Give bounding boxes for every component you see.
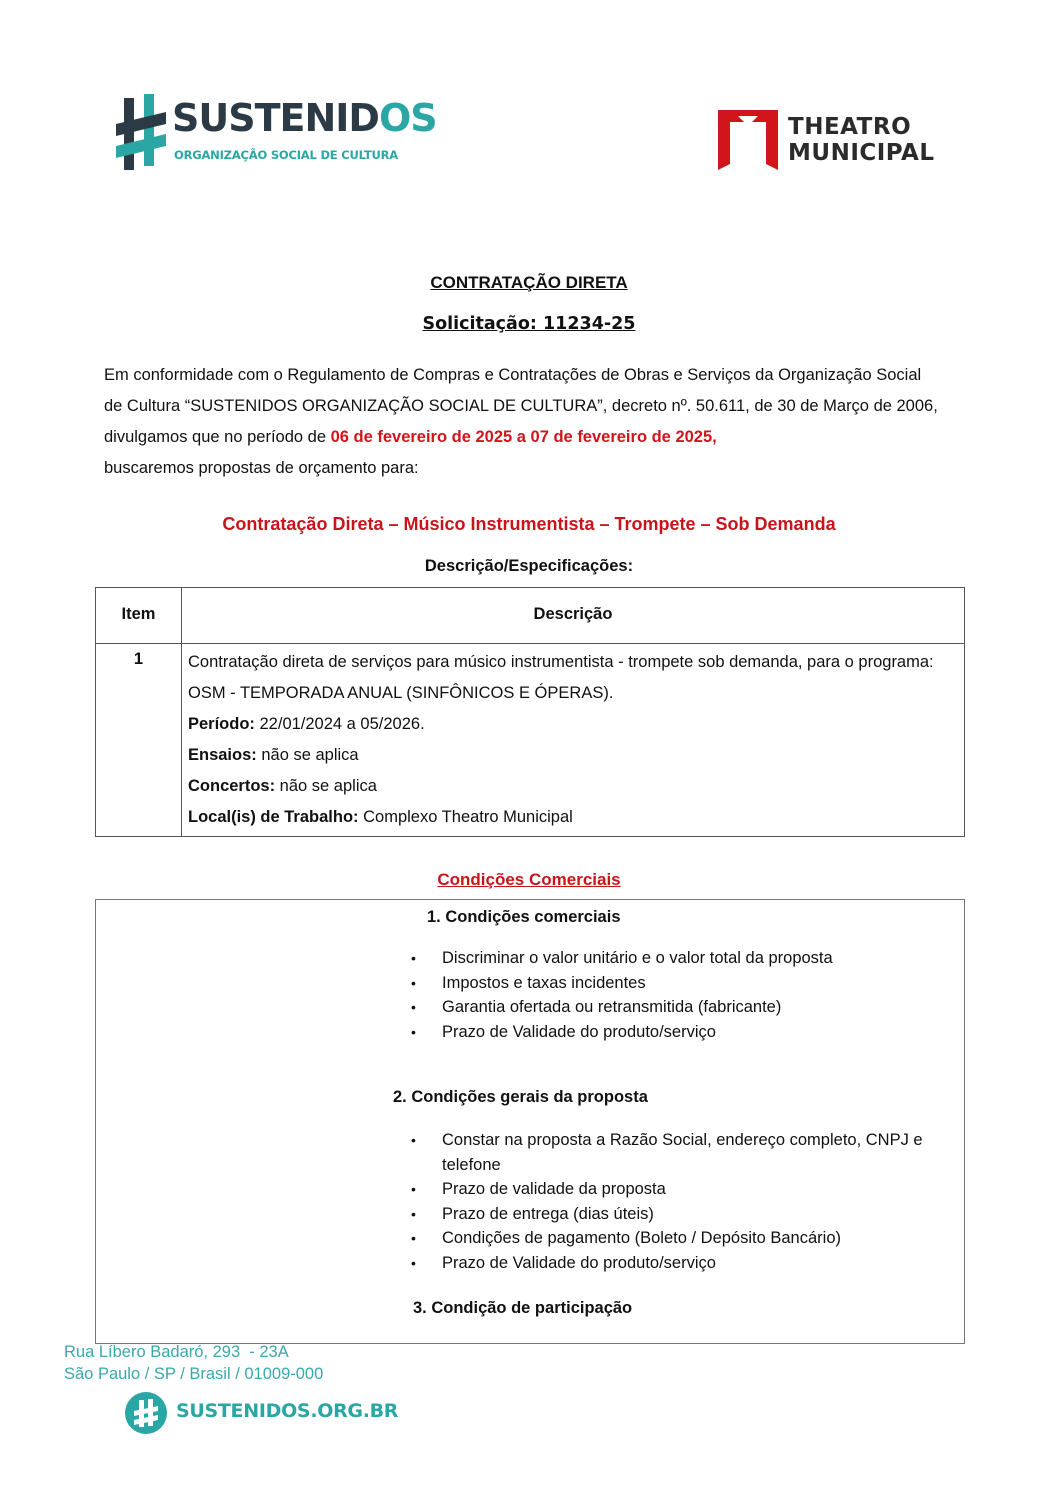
footer-logo: [124, 1391, 399, 1435]
ensaios-label: Ensaios:: [188, 746, 257, 764]
list-item: • Garantia ofertada ou retransmitida (fabricante): [411, 995, 971, 1020]
section1-list: [411, 946, 971, 1044]
list-item: • Discriminar o valor unitário e o valor total da proposta: [411, 946, 971, 971]
spec-heading: Descrição/Especificações:: [424, 557, 634, 575]
sustenidos-wordmark-main: SUSTENID: [172, 96, 379, 140]
list-item: • Condições de pagamento (Boleto / Depósito Bancário): [411, 1226, 971, 1251]
sustenidos-wordmark-accent: OS: [378, 96, 437, 140]
column-header-item: Item: [121, 605, 156, 623]
concertos-value: não se aplica: [275, 777, 377, 795]
table-cell-description: [188, 647, 956, 833]
ensaios-line: [188, 740, 956, 771]
list-item: • Impostos e taxas incidentes: [411, 971, 971, 996]
contract-subtitle: Contratação Direta – Músico Instrumentista – Trompete – Sob Demanda: [222, 514, 836, 534]
section3-title: 3. Condição de participação: [413, 1299, 633, 1317]
local-value: Complexo Theatro Municipal: [358, 808, 573, 826]
hash-icon: [116, 94, 168, 172]
intro-paragraph: [104, 360, 944, 484]
section2-list: [411, 1128, 971, 1275]
list-item: • Prazo de validade da proposta: [411, 1177, 971, 1202]
ensaios-value: não se aplica: [256, 746, 359, 764]
sustenidos-wordmark: [172, 96, 437, 140]
theatro-municipal-logo: [716, 108, 966, 176]
local-line: [188, 802, 956, 833]
address-line2: São Paulo / SP / Brasil / 01009-000: [64, 1365, 324, 1383]
conditions-heading: [0, 870, 1058, 890]
periodo-value: 22/01/2024 a 05/2026.: [254, 715, 425, 733]
periodo-line: [188, 709, 956, 740]
list-item: • Prazo de Validade do produto/serviço: [411, 1020, 971, 1045]
solicitation-number: [0, 314, 1058, 334]
conditions-heading-text: Condições Comerciais: [437, 870, 621, 889]
footer-address: [64, 1341, 323, 1385]
periodo-label: Período:: [188, 715, 255, 733]
column-header-description: Descrição: [533, 605, 613, 623]
sustenidos-logo: [116, 94, 437, 174]
solicitation-text: Solicitação: 11234-25: [422, 314, 636, 334]
intro-text: Em conformidade com o Regulamento de Compras e Contratações de Obras e Serviços da Organização Social de Cultura “SUSTENIDOS ORGANIZAÇÃO SOCIAL DE CULTURA”, decreto nº. 50.611, de 30 de Março de 2006, divulgamos que no período de: [104, 366, 938, 446]
table-cell-item: 1: [133, 650, 144, 668]
concertos-label: Concertos:: [188, 777, 276, 795]
spec-table: [95, 587, 965, 837]
description-text: Contratação direta de serviços para músico instrumentista - trompete sob demanda, para o programa: OSM - TEMPORADA ANUAL (SINFÔNICOS E ÓPERAS).: [188, 653, 934, 702]
theatro-line2: MUNICIPAL: [788, 140, 935, 166]
concertos-line: [188, 771, 956, 802]
conditions-box: [95, 899, 965, 1344]
footer-url[interactable]: SUSTENIDOS.ORG.BR: [176, 1400, 399, 1422]
section1-title: 1. Condições comerciais: [427, 908, 621, 926]
list-item: • Prazo de Validade do produto/serviço: [411, 1251, 971, 1276]
document-title-text: CONTRATAÇÃO DIRETA: [430, 273, 628, 292]
list-item: • Prazo de entrega (dias úteis): [411, 1202, 971, 1227]
list-item: • Constar na proposta a Razão Social, endereço completo, CNPJ e telefone: [411, 1128, 971, 1177]
sustenidos-subtitle: ORGANIZAÇÃO SOCIAL DE CULTURA: [174, 148, 398, 162]
intro-period: 06 de fevereiro de 2025 a 07 de fevereiro de 2025,: [330, 428, 717, 446]
document-title: [0, 273, 1058, 293]
section2-title: 2. Condições gerais da proposta: [393, 1088, 648, 1106]
theatro-emblem-icon: [716, 108, 780, 172]
intro-text-end: buscaremos propostas de orçamento para:: [104, 459, 419, 477]
theatro-line1: THEATRO: [788, 114, 912, 140]
local-label: Local(is) de Trabalho:: [188, 808, 359, 826]
hash-circle-icon: [124, 1391, 168, 1435]
address-line1: Rua Líbero Badaró, 293 - 23A: [64, 1343, 289, 1361]
